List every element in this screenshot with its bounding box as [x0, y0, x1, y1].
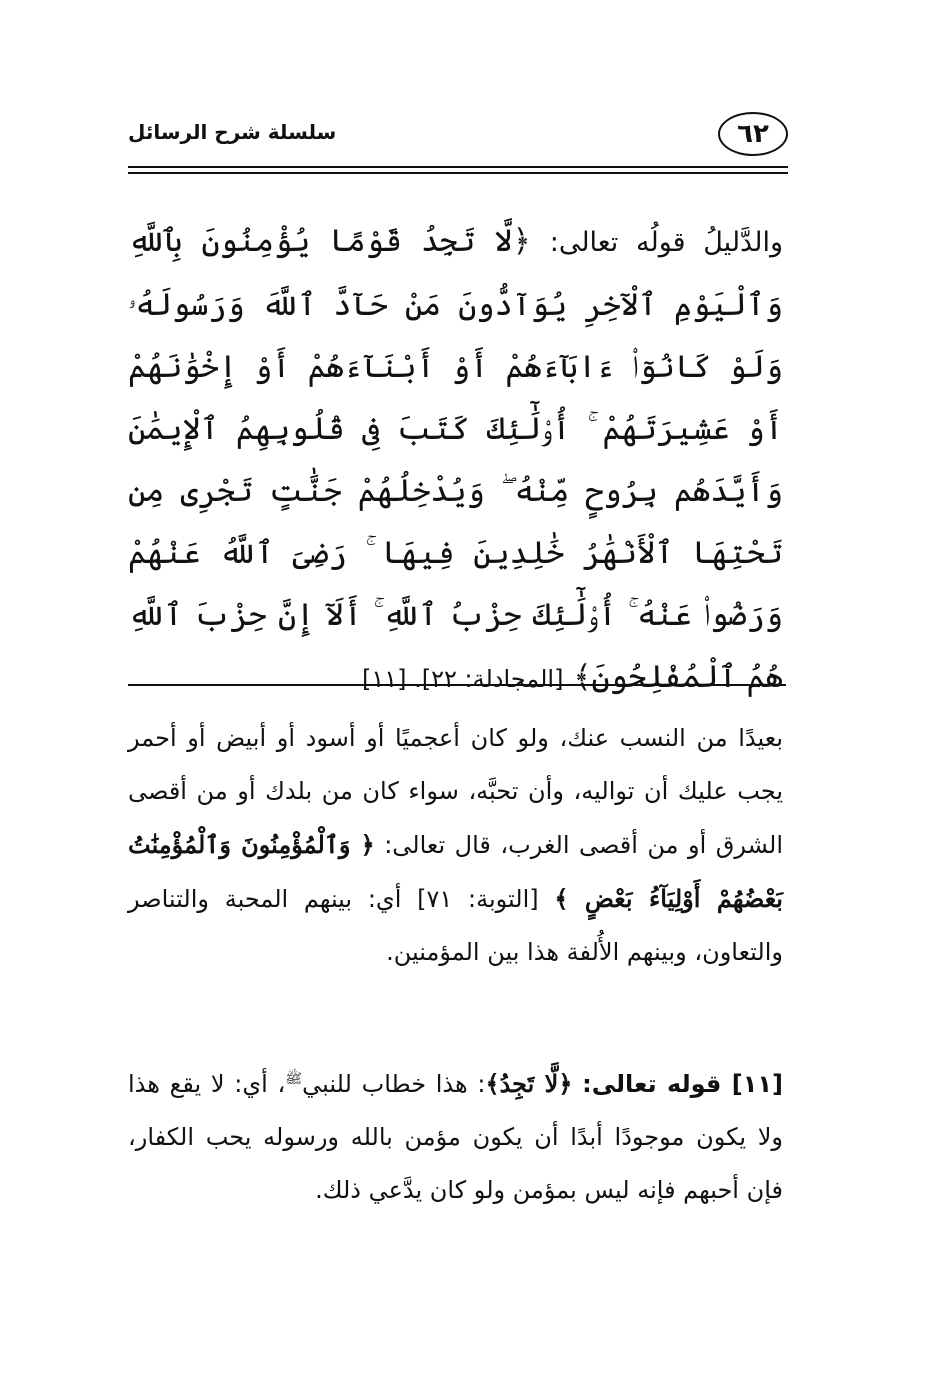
header-rule-bottom — [128, 172, 788, 174]
ayah-text: لَّا تَجِدُ قَوْمًا يُؤْمِنُونَ بِٱللَّهِ وَٱلْيَوْمِ ٱلْآخِرِ يُوَآدُّونَ مَنْ حَآدَّ ٱللَّهَ وَرَسُولَهُۥ وَلَوْ كَانُوٓا۟ ءَابَآءَهُمْ أَوْ أَبْنَآءَهُمْ أَوْ إِخْوَٰنَهُمْ أَوْ عَشِيرَتَهُمْ ۚ أُو۟لَٰٓئِكَ كَتَبَ فِى قُلُوبِهِمُ ٱلْإِيمَٰنَ وَأَيَّدَهُم بِرُوحٍ مِّنْهُ ۖ وَيُدْخِلُهُمْ جَنَّٰتٍ تَجْرِى مِن تَحْتِهَا ٱلْأَنْهَٰرُ خَٰلِدِينَ فِيهَا ۚ رَضِىَ ٱللَّهُ عَنْهُمْ وَرَضُوا۟ عَنْهُ ۚ أُو۟لَٰٓئِكَ حِزْبُ ٱللَّهِ ۚ أَلَآ إِنَّ حِزْبَ ٱللَّهِ هُمُ ٱلْمُفْلِحُونَ — [128, 223, 783, 695]
ayah-block — [128, 210, 783, 710]
series-title: سلسلة شرح الرسائل — [128, 120, 337, 144]
p2-text-after: ، أي: لا يقع هذا ولا يكون موجودًا أبدًا أن يكون مؤمن بالله ورسوله يحب الكفار، فإن أحبهم فإنه ليس بمؤمن ولو كان يدَّعي ذلك. — [128, 1070, 783, 1204]
ayah-intro: والدَّليلُ قولُه تعالى: — [549, 227, 783, 258]
footnote-divider — [128, 684, 786, 686]
p2-honorific: ﷺ — [285, 1071, 303, 1087]
page-number: ٦٢ — [718, 112, 788, 156]
p2-quran-quote: ﴿لَّا تَجِدُ﴾ — [485, 1069, 573, 1098]
ayah-close-bracket: ﴾ — [573, 659, 592, 695]
p1-reference: [التوبة: ٧١] — [417, 885, 539, 913]
p1-text-after: أي: بينهم المحبة والتناصر والتعاون، وبينهم الأُلفة هذا بين المؤمنين. — [128, 885, 783, 966]
p1-quran-quote: ﴿ وَٱلْمُؤْمِنُونَ وَٱلْمُؤْمِنَٰتُ بَعْضُهُمْ أَوْلِيَآءُ بَعْضٍ ﴾ — [128, 830, 783, 913]
header-rule-top — [128, 166, 788, 168]
page-header — [128, 112, 788, 168]
p2-label: [١١] قوله تعالى: — [582, 1070, 783, 1098]
p2-text-mid: : هذا خطاب للنبي — [302, 1070, 486, 1098]
commentary-paragraph-2 — [128, 1053, 783, 1217]
ayah-open-bracket: ﴿ — [512, 223, 531, 259]
commentary-paragraph-1 — [128, 712, 783, 979]
ayah-reference: [المجادلة: ٢٢]. [١١] — [361, 665, 564, 693]
p1-text-before: بعيدًا من النسب عنك، ولو كان أعجميًا أو أسود أو أبيض أو أحمر يجب عليك أن تواليه، وأن تحبَّه، سواء كان من بلدك أو من أقصى الشرق أو من أقصى الغرب، قال تعالى: — [128, 724, 783, 859]
